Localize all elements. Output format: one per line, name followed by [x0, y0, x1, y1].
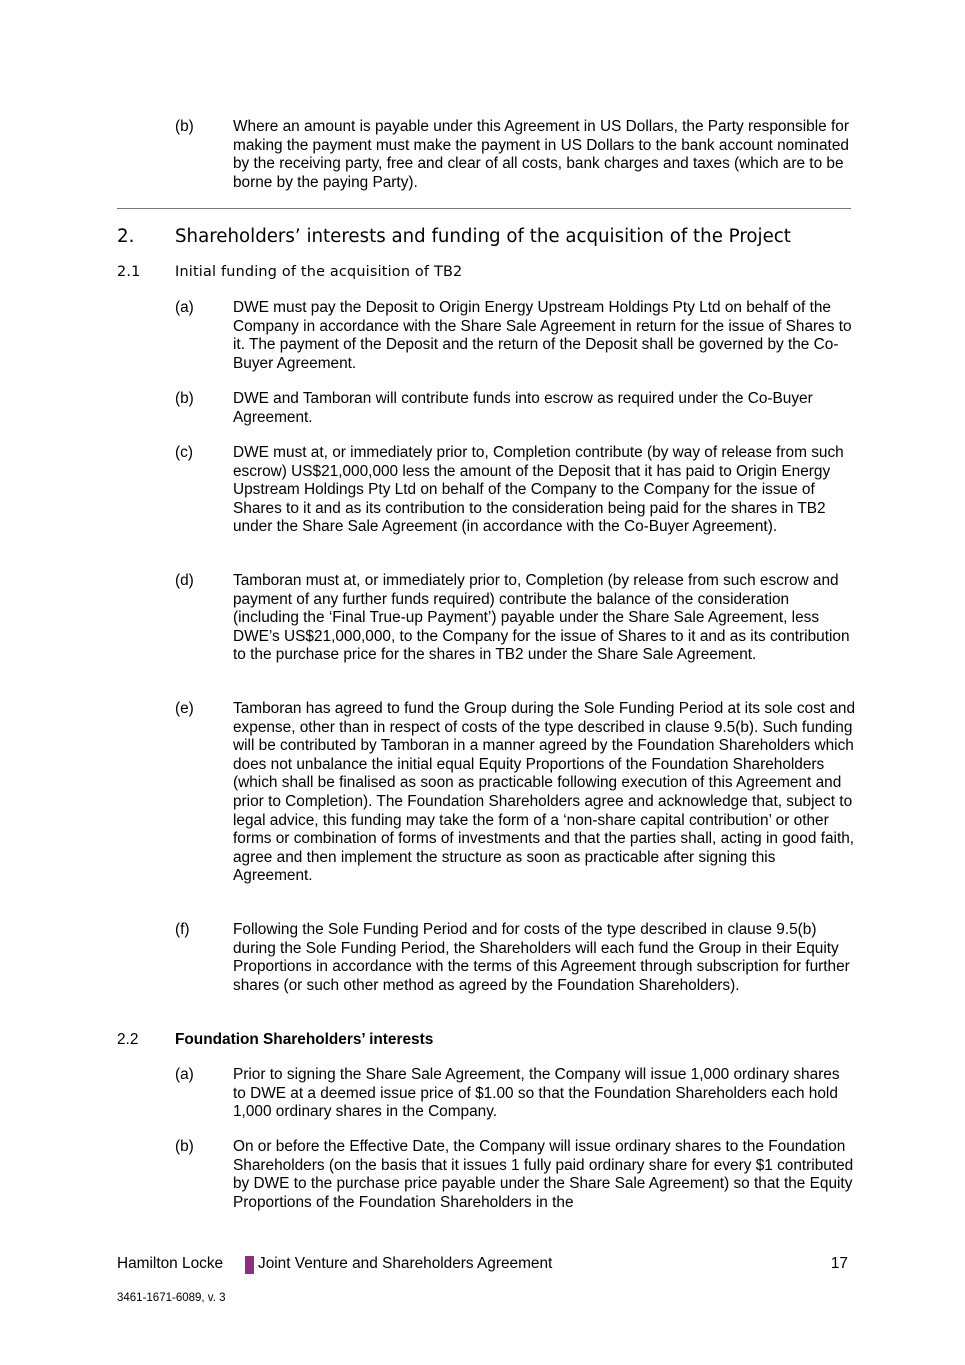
- footer-document-title: Joint Venture and Shareholders Agreement: [258, 1255, 553, 1272]
- paragraph-label: (b): [175, 390, 194, 407]
- document-id: 3461-1671-6089, v. 3: [117, 1292, 226, 1304]
- paragraph-label: (a): [175, 299, 194, 316]
- clause-title: Initial funding of the acquisition of TB2: [175, 264, 463, 280]
- paragraph-label: (a): [175, 1066, 194, 1083]
- clause-title: Foundation Shareholders’ interests: [175, 1031, 434, 1048]
- paragraph-text: DWE must at, or immediately prior to, Completion contribute (by way of release from such escrow) US$21,000,000 less the amount of the Deposit that it has paid to Origin Energy Upstream Holdings Pty Ltd on behalf of the Company to the Company for the issue of Shares to it and as its contribution to the consideration being paid for the shares in TB2 under the Share Sale Agreement (in accordance with the Co-Buyer Agreement).: [233, 444, 844, 536]
- clause-number: 2.2: [117, 1031, 139, 1048]
- paragraph-label: (d): [175, 572, 194, 589]
- section-number: 2.: [117, 226, 135, 247]
- paragraph-label: (c): [175, 444, 193, 461]
- paragraph-text: Prior to signing the Share Sale Agreement, the Company will issue 1,000 ordinary shares to DWE at a deemed issue price of $1.00 so that the Foundation Shareholders each hold 1,000 ordinary shares in the Company.: [233, 1066, 840, 1121]
- paragraph-text: Tamboran has agreed to fund the Group during the Sole Funding Period at its sole cost and expense, other than in respect of costs of the type described in clause 9.5(b). Such funding will be contributed by Tamboran in a manner agreed by the Foundation Shareholders which does not unbalance the initial equal Equity Proportions of the Foundation Shareholders (which shall be finalised as soon as practicable following execution of this Agreement and prior to Completion). The Foundation Shareholders agree and acknowledge that, subject to legal advice, this funding may take the form of a ‘non-share capital contribution’ or other forms or combination of forms of investments and that the parties shall, acting in good faith, agree and then implement the structure as soon as practicable after signing this Agreement.: [233, 700, 856, 885]
- paragraph-text: Where an amount is payable under this Agreement in US Dollars, the Party responsible for making the payment must make the payment in US Dollars to the bank account nominated by the receiving party, free and clear of all costs, bank charges and taxes (which are to be borne by the paying Party).: [233, 118, 849, 191]
- paragraph-label: (b): [175, 1138, 194, 1155]
- paragraph-text: Following the Sole Funding Period and for costs of the type described in clause 9.5(b) during the Sole Funding Period, the Shareholders will each fund the Group in their Equity Proportions in accordance with the terms of this Agreement through subscription for further shares (or such other method as agreed by the Foundation Shareholders).: [233, 921, 850, 994]
- paragraph-text: DWE and Tamboran will contribute funds into escrow as required under the Co-Buyer Agreement.: [233, 390, 813, 426]
- footer-firm-name: Hamilton Locke: [117, 1255, 224, 1272]
- page-footer: [117, 1255, 851, 1275]
- paragraph-text: DWE must pay the Deposit to Origin Energy Upstream Holdings Pty Ltd on behalf of the Company in accordance with the Share Sale Agreement in return for the issue of Shares to it. The payment of the Deposit and the return of the Deposit shall be governed by the Co-Buyer Agreement.: [233, 299, 852, 372]
- paragraph-label: (f): [175, 921, 190, 938]
- paragraph-label: (e): [175, 700, 194, 717]
- clause-number: 2.1: [117, 264, 141, 280]
- footer-accent-bar: [245, 1256, 254, 1274]
- footer-page-number: 17: [830, 1255, 848, 1272]
- paragraph-text: Tamboran must at, or immediately prior to, Completion (by release from such escrow and payment of any further funds required) contribute the balance of the consideration (including the ‘Final True-up Payment’) payable under the Share Sale Agreement, less DWE’s US$21,000,000, to the Company for the issue of Shares to it and as its contribution to the purchase price for the shares in TB2 under the Share Sale Agreement.: [233, 572, 850, 664]
- section-divider: [117, 208, 851, 209]
- paragraph-text: On or before the Effective Date, the Company will issue ordinary shares to the Foundation Shareholders (on the basis that it issues 1 fully paid ordinary share for every $1 contributed by DWE to the purchase price payable under the Share Sale Agreement) so that the Equity Proportions of the Foundation Shareholders in the: [233, 1138, 854, 1211]
- section-title: Shareholders’ interests and funding of the acquisition of the Project: [175, 226, 791, 247]
- paragraph-label: (b): [175, 118, 194, 135]
